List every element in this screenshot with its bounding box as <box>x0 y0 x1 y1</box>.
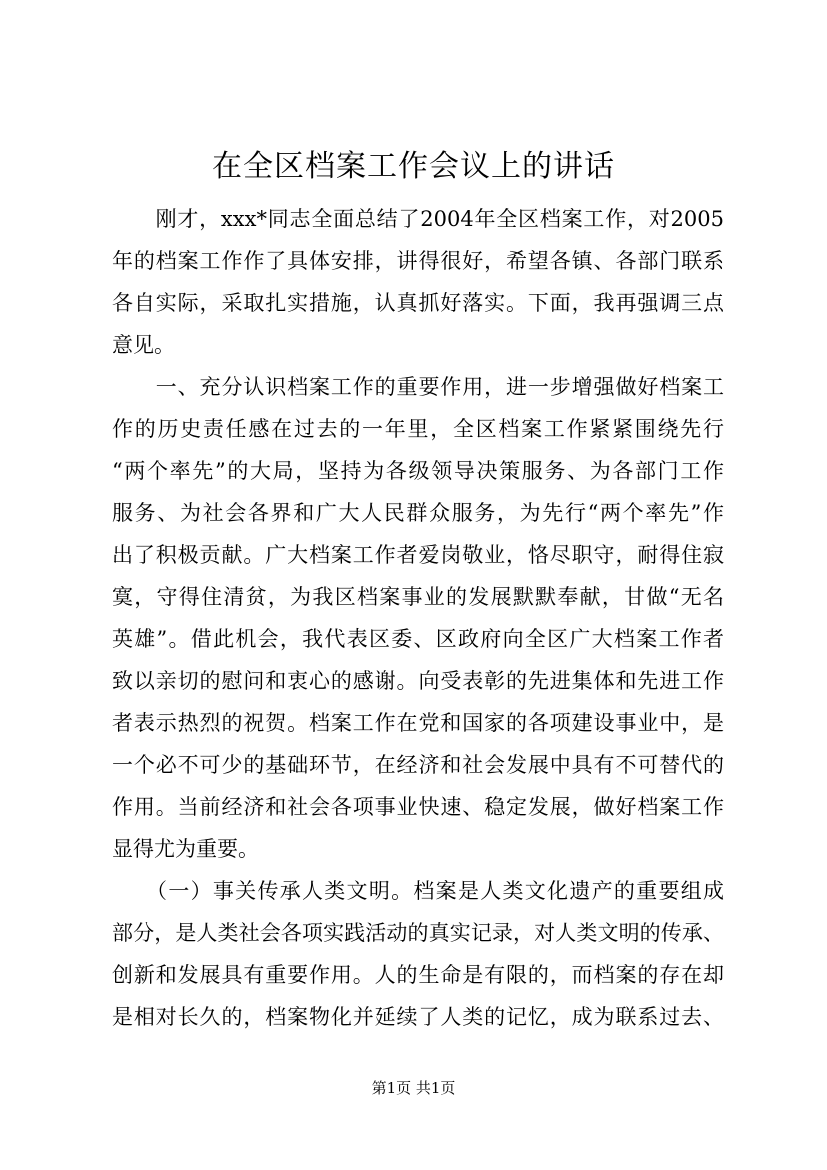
body-line: 各自实际，采取扎实措施，认真抓好落实。下面，我再强调三点 <box>112 291 724 315</box>
body-line: 致以亲切的慰问和衷心的感谢。向受表彰的先进集体和先进工作 <box>112 669 724 693</box>
body-line: 年的档案工作作了具体安排，讲得很好，希望各镇、各部门联系 <box>112 249 724 273</box>
body-line: 者表示热烈的祝贺。档案工作在党和国家的各项建设事业中，是 <box>112 711 724 735</box>
body-line: 是相对长久的，档案物化并延续了人类的记忆，成为联系过去、 <box>112 1005 724 1029</box>
body-line: 出了积极贡献。广大档案工作者爱岗敬业，恪尽职守，耐得住寂 <box>112 543 724 567</box>
body-line: 刚才，xxx*同志全面总结了2004年全区档案工作，对2005 <box>112 207 724 231</box>
body-line: 一、充分认识档案工作的重要作用，进一步增强做好档案工 <box>112 375 724 399</box>
body-line: 意见。 <box>112 333 175 357</box>
body-line: 部分，是人类社会各项实践活动的真实记录，对人类文明的传承、 <box>112 921 724 945</box>
page-footer: 第1页 共1页 <box>371 1079 456 1097</box>
body-line: 寞，守得住清贫，为我区档案事业的发展默默奉献，甘做“无名 <box>112 585 724 609</box>
document-body <box>112 198 724 1038</box>
body-line: 一个必不可少的基础环节，在经济和社会发展中具有不可替代的 <box>112 753 724 777</box>
body-line: 英雄”。借此机会，我代表区委、区政府向全区广大档案工作者 <box>112 627 724 651</box>
body-line: 服务、为社会各界和广大人民群众服务，为先行“两个率先”作 <box>112 501 724 525</box>
body-line: “两个率先”的大局，坚持为各级领导决策服务、为各部门工作 <box>112 459 724 483</box>
body-line: （一）事关传承人类文明。档案是人类文化遗产的重要组成 <box>112 879 724 903</box>
document-title: 在全区档案工作会议上的讲话 <box>212 149 615 184</box>
body-line: 显得尤为重要。 <box>112 837 259 861</box>
body-line: 作用。当前经济和社会各项事业快速、稳定发展，做好档案工作 <box>112 795 724 819</box>
body-line: 作的历史责任感在过去的一年里，全区档案工作紧紧围绕先行 <box>112 417 724 441</box>
body-line: 创新和发展具有重要作用。人的生命是有限的，而档案的存在却 <box>112 963 724 987</box>
